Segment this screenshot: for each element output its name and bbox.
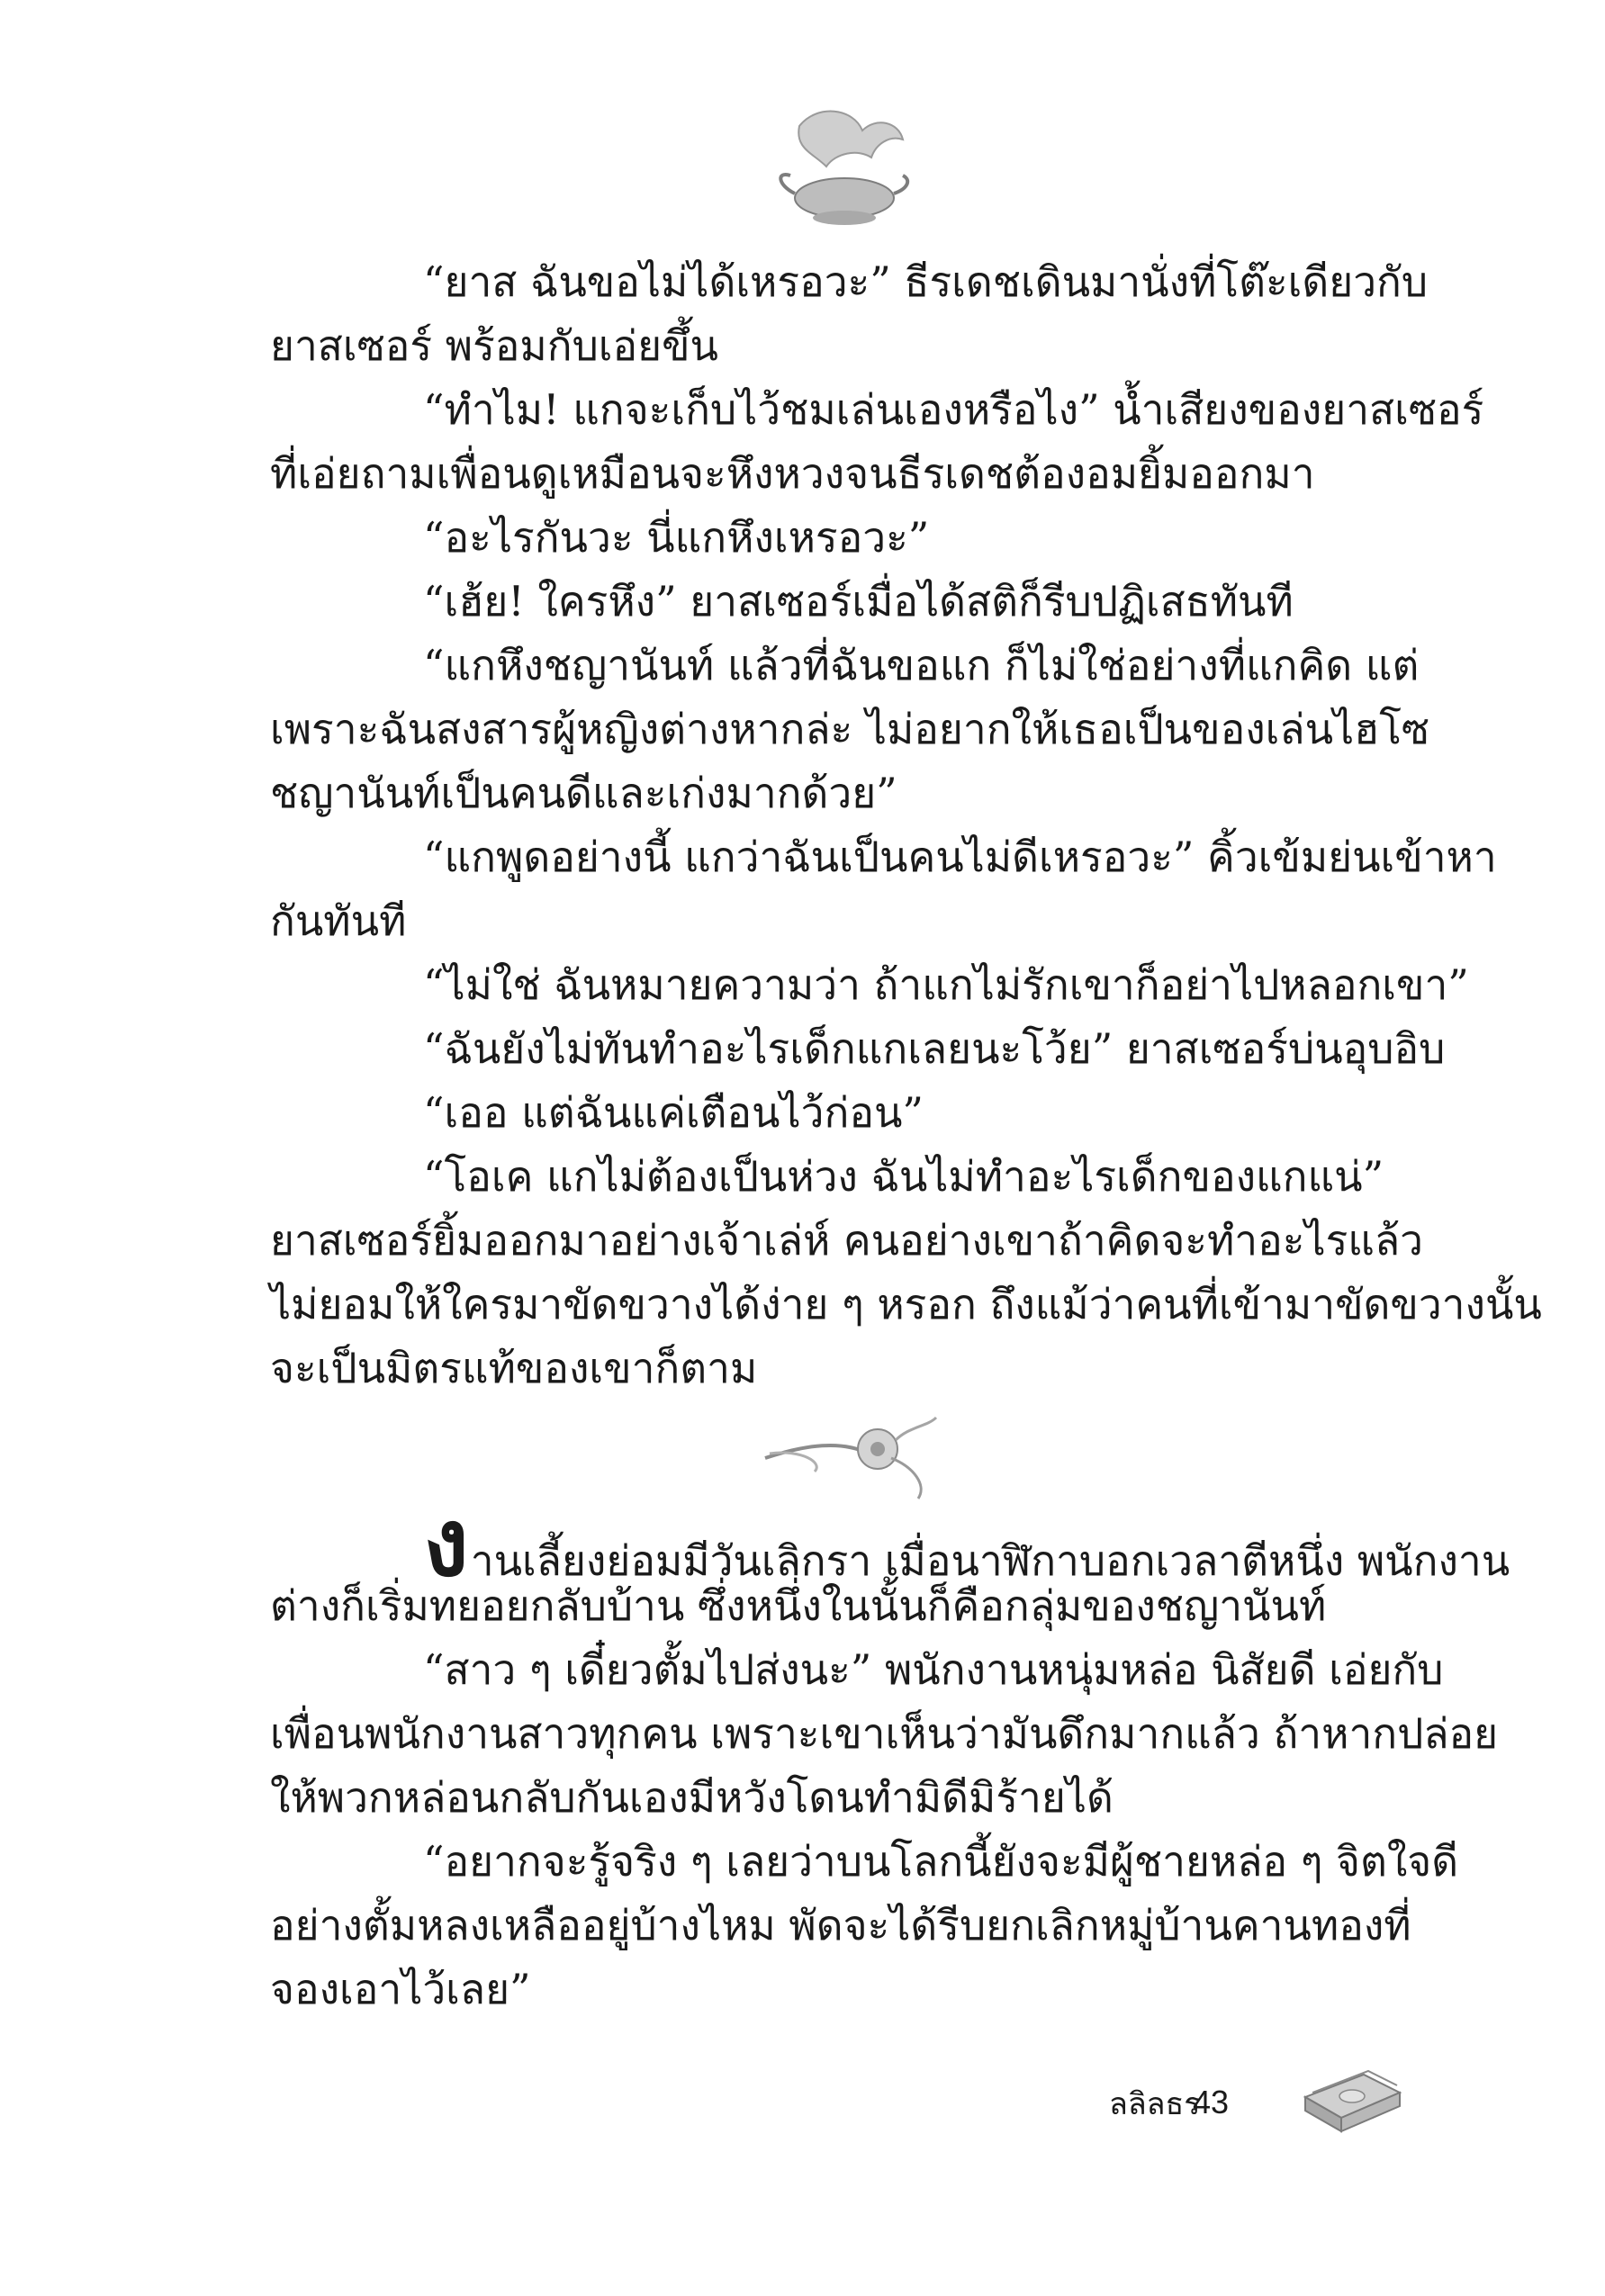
paragraph-line: “เฮ้ย! ใครหึง” ยาสเซอร์เมื่อได้สติก็รีบปฏิเสธทันที	[423, 577, 1294, 626]
paragraph-line: “อะไรกันวะ นี่แกหึงเหรอวะ”	[423, 513, 930, 562]
paragraph-line: “ฉันยังไม่ทันทำอะไรเด็กแกเลยนะโว้ย” ยาสเซอร์บ่นอุบอิบ	[423, 1024, 1446, 1073]
paragraph-line: อย่างตั้มหลงเหลืออยู่บ้างไหม พัดจะได้รีบยกเลิกหมู่บ้านคานทองที่	[270, 1901, 1411, 1949]
paragraph-line: ที่เอ่ยถามเพื่อนดูเหมือนจะหึงหวงจนธีรเดชต้องอมยิ้มออกมา	[270, 449, 1315, 498]
paragraph-line: “ไม่ใช่ ฉันหมายความว่า ถ้าแกไม่รักเขาก็อย่าไปหลอกเขา”	[423, 960, 1469, 1009]
paragraph-line: “โอเค แกไม่ต้องเป็นห่วง ฉันไม่ทำอะไรเด็กของแกแน่”	[423, 1152, 1384, 1201]
paragraph-line: ยาสเซอร์ พร้อมกับเอ่ยขึ้น	[270, 321, 718, 370]
paragraph-line: “แกพูดอย่างนี้ แกว่าฉันเป็นคนไม่ดีเหรอวะ” คิ้วเข้มย่นเข้าหา	[423, 833, 1497, 881]
paragraph-line: “ทำไม! แกจะเก็บไว้ชมเล่นเองหรือไง” น้ำเสียงของยาสเซอร์	[423, 385, 1484, 434]
body-text-section-1	[270, 250, 1542, 1400]
paragraph-line-rest: านเลี้ยงย่อมมีวันเลิกรา เมื่อนาฬิกาบอกเวลาตีหนึ่ง พนักงาน	[470, 1536, 1510, 1585]
paragraph-line: ชญานันท์เป็นคนดีและเก่งมากด้วย”	[270, 769, 897, 817]
paragraph-line: “สาว ๆ เดี๋ยวตั้มไปส่งนะ” พนักงานหนุ่มหล่อ นิสัยดี เอ่ยกับ	[423, 1645, 1444, 1694]
teapot-ornament-icon	[772, 99, 916, 239]
paragraph-line: เพื่อนพนักงานสาวทุกคน เพราะเขาเห็นว่ามันดึกมากแล้ว ถ้าหากปล่อย	[270, 1709, 1499, 1758]
paragraph-line: ยาสเซอร์ยิ้มออกมาอย่างเจ้าเล่ห์ คนอย่างเขาถ้าคิดจะทำอะไรแล้ว	[270, 1216, 1423, 1265]
paragraph-line: กันทันที	[270, 896, 407, 945]
drop-cap: ง	[423, 1487, 469, 1598]
flower-ornament-icon	[761, 1404, 941, 1503]
paragraph-line: จะเป็นมิตรแท้ของเขาก็ตาม	[270, 1344, 758, 1392]
paragraph-line: “ยาส ฉันขอไม่ได้เหรอวะ” ธีรเดชเดินมานั่งที่โต๊ะเดียวกับ	[423, 257, 1429, 306]
paragraph-line: ไม่ยอมให้ใครมาขัดขวางได้ง่าย ๆ หรอก ถึงแม้ว่าคนที่เข้ามาขัดขวางนั้น	[270, 1280, 1542, 1328]
author-name: ลลิลธร	[1109, 2086, 1201, 2122]
paragraph-line: “เออ แต่ฉันแค่เตือนไว้ก่อน”	[423, 1088, 924, 1137]
money-stack-icon	[1296, 2057, 1404, 2142]
paragraph-line: “แกหึงชญานันท์ แล้วที่ฉันขอแก ก็ไม่ใช่อย่างที่แกคิด แต่	[423, 641, 1420, 689]
paragraph-line: ให้พวกหล่อนกลับกันเองมีหวังโดนทำมิดีมิร้ายได้	[270, 1773, 1114, 1822]
body-text-section-2	[270, 1487, 1510, 2021]
page-number: 43	[1193, 2084, 1230, 2120]
paragraph-line: เพราะฉันสงสารผู้หญิงต่างหากล่ะ ไม่อยากให้เธอเป็นของเล่นไฮโซ	[270, 705, 1430, 753]
paragraph-line: จองเอาไว้เลย”	[270, 1965, 531, 2013]
paragraph-line: “อยากจะรู้จริง ๆ เลยว่าบนโลกนี้ยังจะมีผู้ชายหล่อ ๆ จิตใจดี	[423, 1837, 1459, 1886]
paragraph-line	[270, 1487, 1510, 1598]
paragraph-line: ต่างก็เริ่มทยอยกลับบ้าน ซึ่งหนึ่งในนั้นก็คือกลุ่มของชญานันท์	[270, 1581, 1327, 1630]
